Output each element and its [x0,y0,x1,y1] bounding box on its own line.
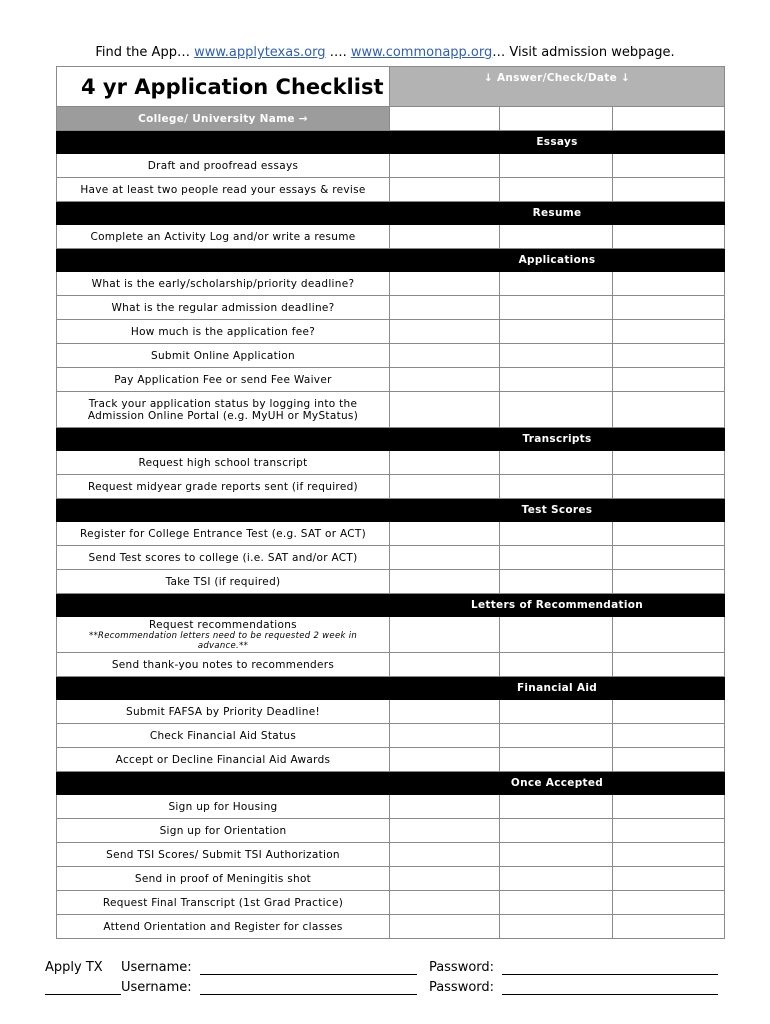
section-spacer [57,594,390,617]
answer-cell-2[interactable] [500,724,613,748]
task-cell [57,915,390,939]
answer-cell-2[interactable] [500,154,613,178]
task-label: Draft and proofread essays [147,159,299,172]
answer-cell-3[interactable] [613,570,725,594]
footer-row-1 [45,959,718,975]
footer-row-2 [45,979,718,995]
page-title: 4 yr Application Checklist [81,74,384,99]
college-entry-1[interactable] [390,107,500,131]
answer-cell-3[interactable] [613,653,725,677]
password-field-1[interactable] [502,959,718,975]
answer-cell-2[interactable] [500,819,613,843]
task-cell [57,392,390,428]
task-label: Track your application status by logging into the Admission Online Portal (e.g. MyUH or MyStatus) [87,397,359,422]
section-spacer [57,428,390,451]
site-name-field[interactable] [45,979,121,995]
answer-cell-1[interactable] [390,178,500,202]
checklist-row [57,392,725,428]
task-cell [57,570,390,594]
answer-cell-3[interactable] [613,795,725,819]
answer-cell-1[interactable] [390,843,500,867]
answer-cell-3[interactable] [613,891,725,915]
section-title: Applications [390,249,725,272]
checklist-row [57,795,725,819]
answer-cell-1[interactable] [390,522,500,546]
task-cell [57,795,390,819]
task-label: What is the regular admission deadline? [111,301,335,314]
checklist-row [57,546,725,570]
task-cell [57,225,390,249]
section-spacer [57,131,390,154]
section-header [57,594,725,617]
username-field-1[interactable] [200,959,417,975]
header-prefix: Find the App… [95,45,195,60]
task-label: Send TSI Scores/ Submit TSI Authorization [106,848,340,861]
checklist-table [56,66,725,939]
task-cell [57,522,390,546]
section-spacer [57,499,390,522]
header-middle: …. [325,45,351,60]
header-line [0,45,770,60]
task-label: Sign up for Housing [168,800,278,813]
answer-cell-2[interactable] [500,272,613,296]
task-cell [57,819,390,843]
answer-cell-2[interactable] [500,617,613,653]
section-header [57,428,725,451]
answer-cell-3[interactable] [613,368,725,392]
section-spacer [57,202,390,225]
answer-cell-1[interactable] [390,891,500,915]
section-header [57,677,725,700]
task-cell [57,475,390,499]
checklist-row [57,178,725,202]
task-label: Complete an Activity Log and/or write a resume [90,230,356,243]
answer-cell-3[interactable] [613,272,725,296]
answer-cell-3[interactable] [613,344,725,368]
answer-cell-1[interactable] [390,344,500,368]
section-spacer [57,249,390,272]
answer-cell-1[interactable] [390,154,500,178]
checklist-row [57,867,725,891]
answer-cell-2[interactable] [500,891,613,915]
task-label: Request Final Transcript (1st Grad Practice) [102,896,344,909]
answer-cell-1[interactable] [390,819,500,843]
answer-cell-3[interactable] [613,451,725,475]
section-header [57,772,725,795]
task-cell [57,178,390,202]
answer-cell-2[interactable] [500,178,613,202]
answer-cell-1[interactable] [390,225,500,249]
answer-cell-2[interactable] [500,653,613,677]
checklist-row [57,368,725,392]
answer-cell-2[interactable] [500,546,613,570]
commonapp-link[interactable]: www.commonapp.org [350,45,493,60]
task-cell [57,296,390,320]
answer-cell-3[interactable] [613,700,725,724]
answer-cell-1[interactable] [390,748,500,772]
checklist-row [57,915,725,939]
checklist-row [57,225,725,249]
checklist-row [57,653,725,677]
answer-cell-1[interactable] [390,296,500,320]
task-cell [57,843,390,867]
answer-cell-1[interactable] [390,272,500,296]
task-cell [57,272,390,296]
answer-cell-2[interactable] [500,392,613,428]
username-label: Username: [121,960,192,975]
answer-cell-3[interactable] [613,617,725,653]
answer-cell-2[interactable] [500,522,613,546]
task-label: Sign up for Orientation [159,824,287,837]
checklist-row [57,296,725,320]
task-label: What is the early/scholarship/priority deadline? [91,277,355,290]
answer-cell-3[interactable] [613,475,725,499]
answer-cell-2[interactable] [500,843,613,867]
task-label: Request recommendations [149,618,297,631]
task-label: Request midyear grade reports sent (if required) [88,480,358,493]
password-label: Password: [428,960,495,975]
section-header [57,131,725,154]
answer-cell-2[interactable] [500,475,613,499]
answer-cell-1[interactable] [390,475,500,499]
checklist-row [57,819,725,843]
task-cell [57,891,390,915]
task-label: Pay Application Fee or send Fee Waiver [114,373,332,386]
answer-cell-1[interactable] [390,653,500,677]
task-label: Attend Orientation and Register for classes [103,920,343,933]
checklist-row [57,522,725,546]
applytexas-link[interactable]: www.applytexas.org [194,45,326,60]
task-label: Submit Online Application [151,349,295,362]
answer-cell-3[interactable] [613,225,725,249]
apply-tx-label: Apply TX [45,960,103,975]
checklist-row [57,570,725,594]
section-title: Letters of Recommendation [390,594,725,617]
answer-cell-3[interactable] [613,867,725,891]
task-label: Take TSI (if required) [165,575,281,588]
task-label: Send Test scores to college (i.e. SAT and/or ACT) [88,551,358,564]
college-entry-3[interactable] [613,107,725,131]
answer-cell-1[interactable] [390,724,500,748]
answer-cell-3[interactable] [613,296,725,320]
section-spacer [57,772,390,795]
task-label: Send thank-you notes to recommenders [111,658,335,671]
section-header [57,499,725,522]
college-label: College/ University Name → [57,107,390,131]
task-cell [57,451,390,475]
answer-cell-1[interactable] [390,320,500,344]
task-label: Send in proof of Meningitis shot [134,872,312,885]
answer-cell-1[interactable] [390,451,500,475]
college-entry-2[interactable] [500,107,613,131]
answer-cell-1[interactable] [390,795,500,819]
task-cell [57,344,390,368]
answer-cell-2[interactable] [500,296,613,320]
task-label: How much is the application fee? [130,325,316,338]
answer-cell-2[interactable] [500,700,613,724]
task-cell [57,320,390,344]
password-label: Password: [428,980,495,995]
task-cell [57,748,390,772]
answer-cell-2[interactable] [500,451,613,475]
answer-cell-1[interactable] [390,570,500,594]
checklist-row [57,451,725,475]
answer-cell-1[interactable] [390,915,500,939]
answer-cell-1[interactable] [390,617,500,653]
answer-cell-3[interactable] [613,724,725,748]
task-label: Check Financial Aid Status [149,729,297,742]
answer-cell-1[interactable] [390,368,500,392]
task-label: Request high school transcript [138,456,308,469]
answer-cell-2[interactable] [500,570,613,594]
section-header [57,202,725,225]
section-header [57,249,725,272]
username-field-2[interactable] [200,979,417,995]
answer-cell-2[interactable] [500,795,613,819]
task-cell [57,617,390,653]
answer-cell-2[interactable] [500,748,613,772]
answer-cell-1[interactable] [390,867,500,891]
answer-cell-3[interactable] [613,522,725,546]
answer-header: ↓ Answer/Check/Date ↓ [390,67,725,107]
checklist-row [57,748,725,772]
task-cell [57,653,390,677]
task-label: Register for College Entrance Test (e.g. SAT or ACT) [80,527,366,540]
section-spacer [57,677,390,700]
task-cell [57,154,390,178]
title-cell [57,67,390,107]
answer-cell-3[interactable] [613,819,725,843]
task-cell [57,546,390,570]
section-title: Once Accepted [390,772,725,795]
checklist-row [57,617,725,653]
answer-cell-2[interactable] [500,344,613,368]
checklist-row [57,154,725,178]
answer-cell-1[interactable] [390,392,500,428]
answer-cell-3[interactable] [613,154,725,178]
answer-cell-3[interactable] [613,915,725,939]
task-label: Accept or Decline Financial Aid Awards [115,753,331,766]
answer-cell-3[interactable] [613,546,725,570]
checklist-row [57,843,725,867]
answer-cell-2[interactable] [500,915,613,939]
checklist-row [57,891,725,915]
answer-cell-3[interactable] [613,392,725,428]
task-cell [57,867,390,891]
answer-cell-2[interactable] [500,867,613,891]
task-cell [57,700,390,724]
task-label: Submit FAFSA by Priority Deadline! [125,705,320,718]
recommendation-note: **Recommendation letters need to be requested 2 week in advance.** [88,630,358,651]
checklist-row [57,724,725,748]
checklist-row [57,320,725,344]
answer-cell-1[interactable] [390,700,500,724]
answer-cell-2[interactable] [500,320,613,344]
checklist-row [57,475,725,499]
section-title: Financial Aid [390,677,725,700]
checklist-row [57,700,725,724]
answer-cell-2[interactable] [500,225,613,249]
section-title: Resume [390,202,725,225]
section-title: Test Scores [390,499,725,522]
answer-cell-2[interactable] [500,368,613,392]
answer-cell-3[interactable] [613,178,725,202]
answer-cell-1[interactable] [390,546,500,570]
task-label: Have at least two people read your essays & revise [80,183,366,196]
checklist-row [57,272,725,296]
header-suffix: … Visit admission webpage. [492,45,675,60]
username-label: Username: [121,980,192,995]
checklist-row [57,344,725,368]
answer-cell-3[interactable] [613,843,725,867]
password-field-2[interactable] [502,979,718,995]
answer-cell-3[interactable] [613,748,725,772]
answer-cell-3[interactable] [613,320,725,344]
section-title: Essays [390,131,725,154]
section-title: Transcripts [390,428,725,451]
task-cell [57,724,390,748]
task-cell [57,368,390,392]
